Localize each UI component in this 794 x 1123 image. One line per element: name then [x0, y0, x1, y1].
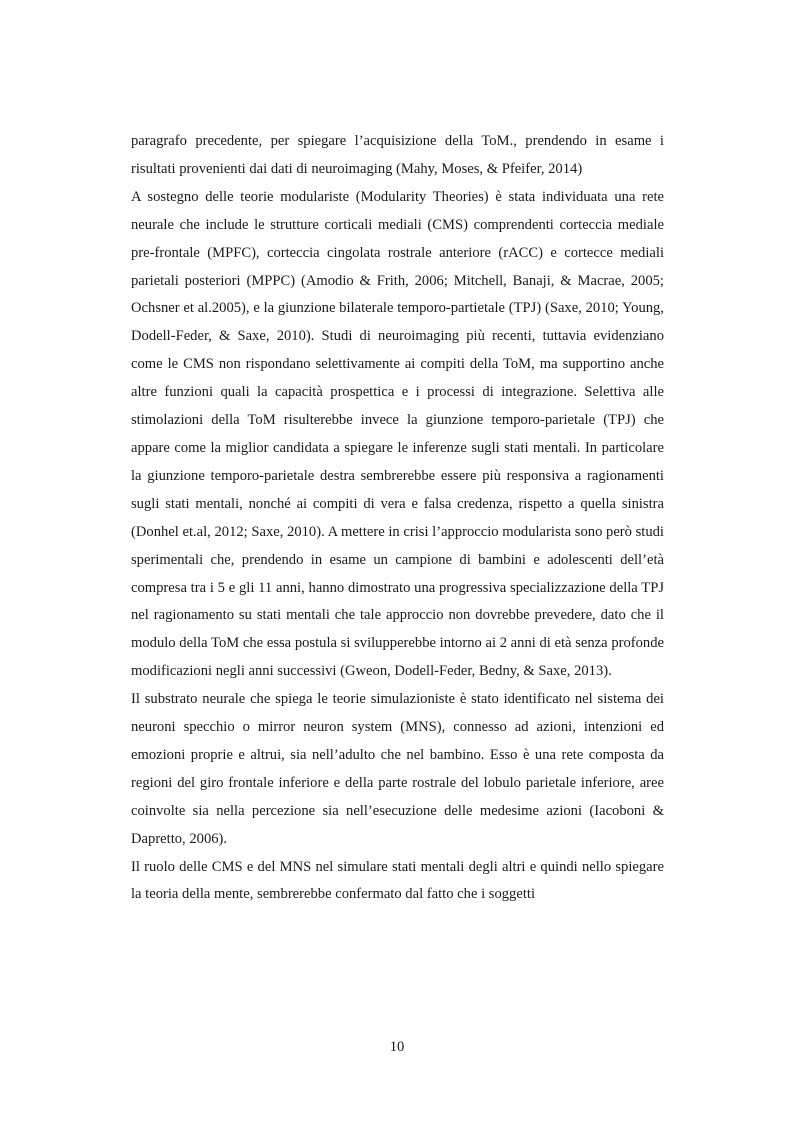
paragraph-simulation-theories: Il substrato neurale che spiega le teorie simulazioniste è stato identificato nel sistema dei neuroni specchio o mirror neuron system (MNS), connesso ad azioni, intenzioni ed emozioni proprie e altrui, sia nell’adulto che nel bambino. Esso è una rete composta da regioni del giro frontale inferiore e della parte rostrale del lobulo parietale inferiore, aree coinvolte sia nella percezione sia nell’esecuzione delle medesime azioni (Iacoboni & Dapretto, 2006).	[131, 691, 664, 847]
paragraph-modularity-theories: A sostegno delle teorie modulariste (Modularity Theories) è stata individuata una rete neurale che include le strutture corticali mediali (CMS) comprendenti corteccia mediale pre-frontale (MPFC), corteccia cingolata rostrale anteriore (rACC) e cortecce mediali parietali posteriori (MPPC) (Amodio & Frith, 2006; Mitchell, Banaji, & Macrae, 2005; Ochsner et al.2005), e la giunzione bilaterale temporo-partietale (TPJ) (Saxe, 2010; Young, Dodell-Feder, & Saxe, 2010). Studi di neuroimaging più recenti, tuttavia evidenziano come le CMS non rispondano selettivamente ai compiti della ToM, ma supportino anche altre funzioni quali la capacità prospettica e i processi di integrazione. Selettiva alle stimolazioni della ToM risulterebbe invece la giunzione temporo-parietale (TPJ) che appare come la miglior candidata a spiegare le inferenze sugli stati mentali. In particolare la giunzione temporo-parietale destra sembrerebbe essere più responsiva a ragionamenti sugli stati mentali, nonché ai compiti di vera e falsa credenza, rispetto a quella sinistra (Donhel et.al, 2012; Saxe, 2010). A mettere in crisi l’approccio modularista sono però studi sperimentali che, prendendo in esame un campione di bambini e adolescenti dell’età compresa tra i 5 e gli 11 anni, hanno dimostrato una progressiva specializzazione della TPJ nel ragionamento su stati mentali che tale approccio non dovrebbe prevedere, dato che il modulo della ToM che essa postula si svilupperebbe intorno ai 2 anni di età senza profonde modificazioni negli anni successivi (Gweon, Dodell-Feder, Bedny, & Saxe, 2013).	[131, 188, 664, 680]
paragraph-cms-mns-role: Il ruolo delle CMS e del MNS nel simulare stati mentali degli altri e quindi nello spiegare la teoria della mente, sembrerebbe confermato dal fatto che i soggetti	[131, 858, 664, 903]
body-text	[131, 128, 664, 909]
paragraph-continuation: paragrafo precedente, per spiegare l’acquisizione della ToM., prendendo in esame i risultati provenienti dai dati di neuroimaging (Mahy, Moses, & Pfeifer, 2014)	[131, 133, 664, 177]
page-number: 10	[389, 1039, 405, 1055]
